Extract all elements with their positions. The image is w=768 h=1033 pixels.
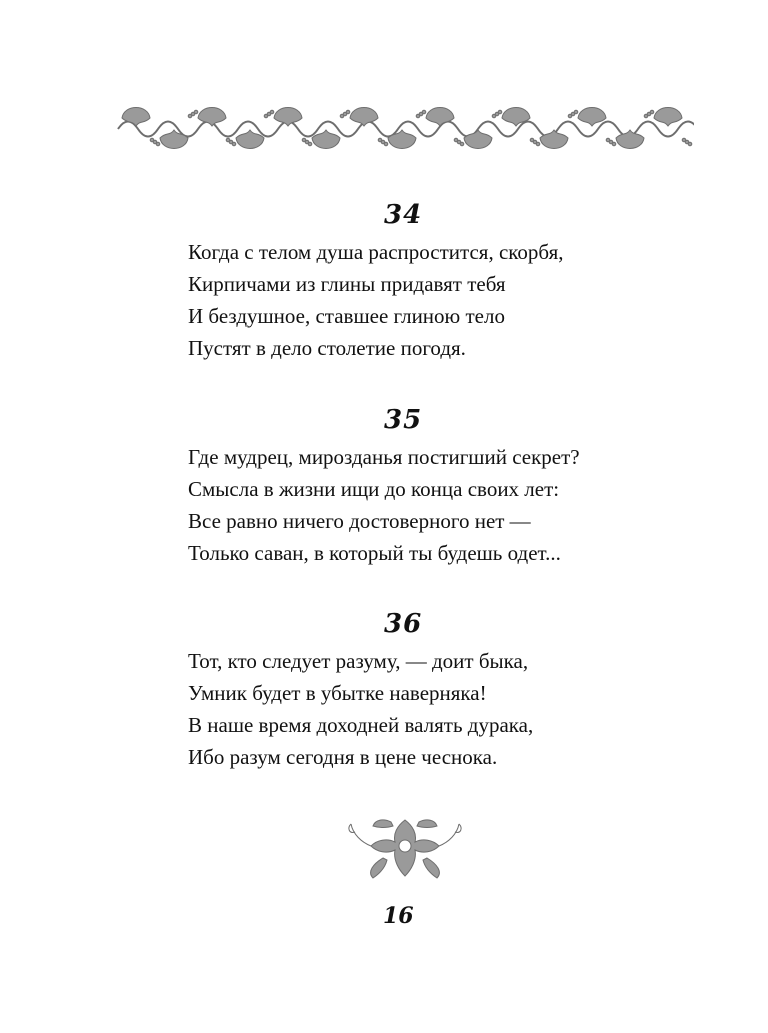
grape-dot [232, 142, 236, 146]
vine-leaf [274, 108, 302, 127]
poem-number-34: 34 [384, 200, 423, 230]
grape-dot [156, 142, 160, 146]
poem-number-36: 36 [384, 609, 423, 639]
poem-line: Пустят в дело столетие погодя. [188, 336, 466, 360]
poem-line: Все равно ничего достоверного нет — [188, 509, 531, 533]
grape-dot [612, 142, 616, 146]
vine-leaf [502, 108, 530, 127]
vine-leaf [388, 130, 416, 149]
poem-line: Где мудрец, мирозданья постигший секрет? [188, 445, 580, 469]
grape-dot [574, 110, 578, 114]
grape-dot [422, 110, 426, 114]
grape-dot [384, 142, 388, 146]
grape-dot [194, 110, 198, 114]
grape-dot [460, 142, 464, 146]
poem-line: Смысла в жизни ищи до конца своих лет: [188, 477, 560, 501]
grape-dot [498, 110, 502, 114]
poem-line: Умник будет в убытке наверняка! [188, 681, 487, 705]
poem-line: Когда с телом душа распростится, скорбя, [188, 240, 564, 264]
poem-line: И бездушное, ставшее глиною тело [188, 304, 505, 328]
poem-36 [188, 645, 688, 773]
vine-leaf [426, 108, 454, 127]
vine-leaf [122, 108, 150, 127]
poem-line: Кирпичами из глины придавят тебя [188, 272, 506, 296]
grape-dot [270, 110, 274, 114]
poem-line: Ибо разум сегодня в цене чеснока. [188, 745, 498, 769]
vine-leaf [654, 108, 682, 127]
grape-dot [308, 142, 312, 146]
grape-dot [650, 110, 654, 114]
poem-35 [188, 441, 688, 569]
grape-dot [536, 142, 540, 146]
poem-number-35: 35 [384, 405, 423, 435]
vine-leaf-border-ornament [114, 100, 694, 158]
poem-line: Только саван, в который ты будешь одет... [188, 541, 561, 565]
poem-line: Тот, кто следует разуму, — доит быка, [188, 649, 529, 673]
poem-line: В наше время доходней валять дурака, [188, 713, 534, 737]
vine-leaf [464, 130, 492, 149]
page-number: 16 [383, 903, 414, 929]
vine-leaf [540, 130, 568, 149]
vine-leaf [160, 130, 188, 149]
grape-dot [688, 142, 692, 146]
grape-dot [346, 110, 350, 114]
poem-34 [188, 236, 688, 364]
floral-vignette-ornament [343, 812, 467, 882]
